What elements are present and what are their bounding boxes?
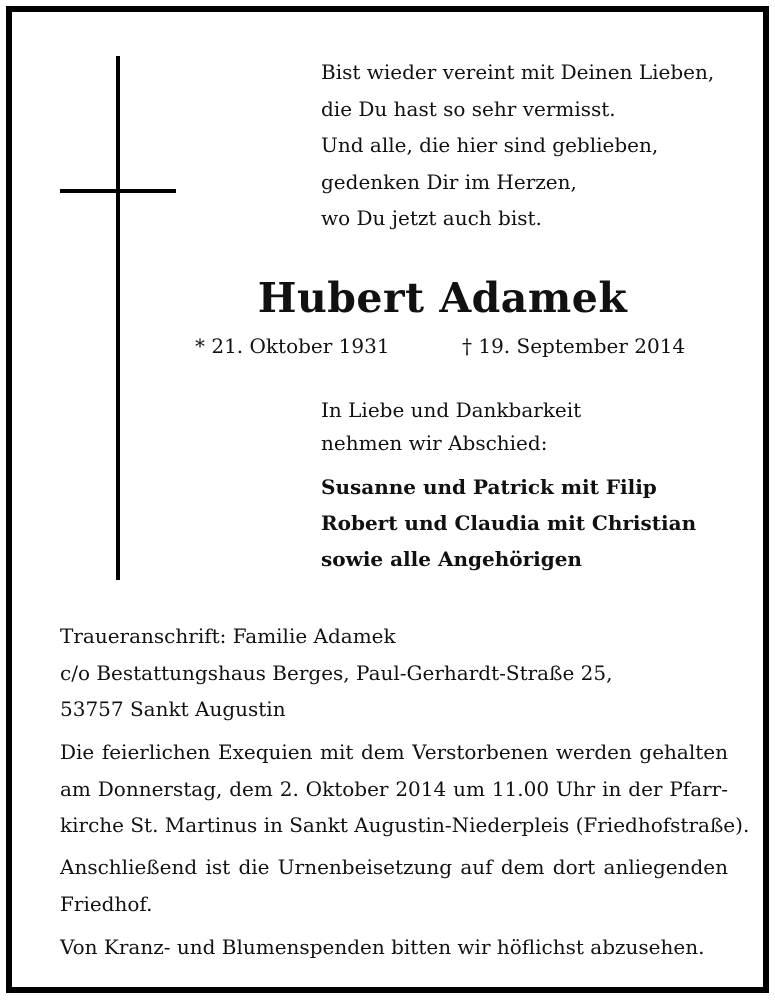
poem-line: die Du hast so sehr vermisst. — [321, 96, 616, 121]
poem-line: wo Du jetzt auch bist. — [321, 206, 542, 230]
deceased-name: Hubert Adamek — [257, 274, 628, 322]
address-line: Traueranschrift: Familie Adamek — [60, 624, 396, 648]
mourning-address — [60, 618, 612, 728]
farewell-line: nehmen wir Abschied: — [321, 431, 548, 455]
paragraph-line: Anschließend ist die Urnenbeisetzung auf dem dort anliegenden — [60, 855, 728, 879]
cross-icon-horizontal-bar — [60, 189, 176, 193]
poem-line: gedenken Dir im Herzen, — [321, 169, 577, 194]
farewell-line: In Liebe und Dankbarkeit — [321, 398, 582, 422]
paragraph-line: kirche St. Martinus in Sankt Augustin-Niederpleis (Friedhofstraße). — [60, 813, 750, 837]
obituary-frame — [6, 6, 769, 993]
family-line: Robert und Claudia mit Christian — [321, 511, 697, 535]
paragraph-line: Friedhof. — [60, 891, 153, 916]
flowers-paragraph — [60, 929, 728, 966]
family-line: Susanne und Patrick mit Filip — [321, 475, 657, 499]
family-line: sowie alle Angehörigen — [321, 547, 582, 571]
birth-date: * 21. Oktober 1931 — [195, 334, 390, 358]
farewell-text — [321, 394, 581, 460]
paragraph-line: am Donnerstag, dem 2. Oktober 2014 um 11.00 Uhr in der Pfarr- — [60, 776, 728, 801]
poem — [321, 54, 741, 237]
poem-line: Bist wieder vereint mit Deinen Lieben, — [321, 60, 715, 84]
paragraph-line: Von Kranz- und Blumenspenden bitten wir höflichst abzusehen. — [60, 935, 705, 959]
address-line: 53757 Sankt Augustin — [60, 697, 286, 721]
poem-line: Und alle, die hier sind geblieben, — [321, 133, 659, 157]
urn-burial-paragraph — [60, 849, 728, 922]
address-line: c/o Bestattungshaus Berges, Paul-Gerhardt-Straße 25, — [60, 660, 613, 685]
exequien-paragraph — [60, 734, 750, 844]
death-date: † 19. September 2014 — [462, 334, 686, 358]
paragraph-line: Die feierlichen Exequien mit dem Verstorbenen werden gehalten — [60, 740, 728, 764]
family-list — [321, 469, 696, 577]
